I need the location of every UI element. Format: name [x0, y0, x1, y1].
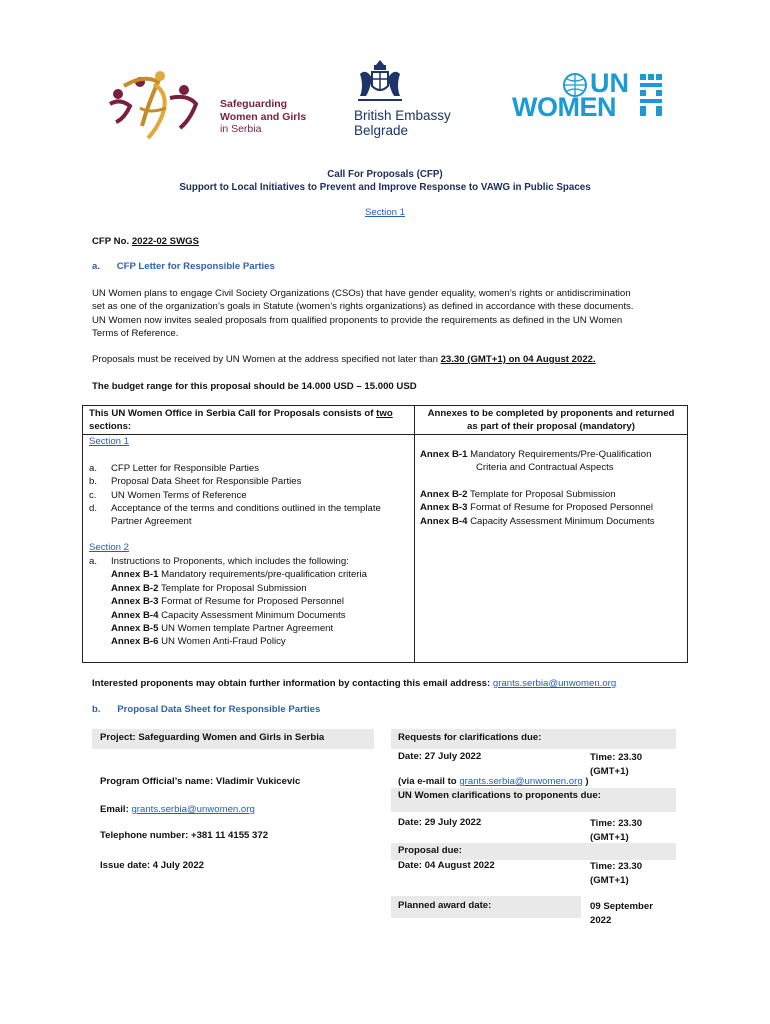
cfp-number-value: 2022-02 SWGS [131, 236, 200, 247]
deadline-paragraph: Proposals must be received by UN Women at the address specified not later than 23.30 (GMT+1) on 04 August 2022. [92, 354, 596, 365]
right-header: Annexes to be completed by proponents and returned as part of their proposal (mandatory) [427, 408, 675, 432]
british-embassy-logo [346, 58, 461, 142]
right-annex-list: Annex B-1 Mandatory Requirements/Pre-Qualification Criteria and Contractual Aspects Annex B-2 Template for Proposal Submission Annex B-3 Format of Resume for Proposed Personnel Annex B-4 Capacity Assessment Minimum Documents [420, 449, 655, 527]
issue-date: Issue date: 4 July 2022 [100, 860, 204, 871]
part-a-heading: a. CFP Letter for Responsible Parties [92, 261, 275, 272]
deadline-value: 23.30 (GMT+1) on 04 August 2022. [440, 354, 596, 365]
program-email-link[interactable]: grants.serbia@unwomen.org [131, 804, 255, 815]
clarification-requests-time: Time: 23.30 (GMT+1) [590, 752, 643, 777]
contact-email-link[interactable]: grants.serbia@unwomen.org [492, 678, 617, 689]
clarification-requests-date: Date: 27 July 2022 [398, 751, 482, 762]
equality-bars-icon [640, 74, 662, 118]
list-item: Annex B-4 Capacity Assessment Minimum Documents [111, 609, 346, 621]
proposal-due-label: Proposal due: [398, 845, 462, 856]
proposal-due-date: Date: 04 August 2022 [398, 860, 495, 871]
swgs-line2: Women and Girls [220, 110, 307, 123]
list-item: Annex B-2 Template for Proposal Submission [420, 488, 616, 500]
award-date-value: 09 September 2022 [590, 901, 653, 926]
intro-paragraph: UN Women plans to engage Civil Society Organizations (CSOs) that have gender equality, women’s rights or antidiscrimination set as one of the organization’s goals in Statute (women’s rights organizations) as defined in accordance with these documents. UN Women now invites sealed proposals from qualified proponents to provide the requirements as defined in the UN Women Terms of Reference. [92, 288, 634, 340]
table-section2-link[interactable]: Section 2 [89, 542, 130, 553]
clarification-email-link[interactable]: grants.serbia@unwomen.org [459, 776, 583, 787]
swgs-line3: in Serbia [220, 123, 262, 135]
section1-link[interactable]: Section 1 [364, 207, 405, 218]
proposal-due-time: Time: 23.30 (GMT+1) [590, 861, 643, 886]
list-item: Annex B-5 UN Women template Partner Agreement [111, 623, 334, 635]
royal-coat-of-arms-icon [350, 58, 410, 106]
un-clarifications-time: Time: 23.30 (GMT+1) [590, 818, 643, 843]
un-text: UN [590, 68, 629, 98]
embassy-line1: British Embassy [354, 108, 451, 123]
project-name: Project: Safeguarding Women and Girls in Serbia [100, 732, 325, 743]
list-item: Annex B-3 Format of Resume for Proposed Personnel [420, 502, 654, 514]
clarification-requests-label: Requests for clarifications due: [398, 732, 542, 743]
cfp-number: CFP No. 2022-02 SWGS [92, 236, 200, 247]
email-line: Email: grants.serbia@unwomen.org [100, 804, 255, 815]
award-date-label: Planned award date: [398, 900, 492, 911]
embassy-line2: Belgrade [354, 123, 409, 138]
list-item: Annex B-6 UN Women Anti-Fraud Policy [111, 636, 286, 648]
list-item: Annex B-1 Mandatory requirements/pre-qualification criteria [111, 569, 367, 581]
left-header: This UN Women Office in Serbia Call for Proposals consists of two sections: [89, 408, 393, 432]
dancing-figures-icon [104, 64, 214, 144]
swgs-line1: Safeguarding [220, 98, 288, 110]
telephone-line: Telephone number: +381 11 4155 372 [100, 830, 269, 841]
list-item: a. CFP Letter for Responsible Parties [89, 463, 260, 474]
clarification-via-email: (via e-mail to grants.serbia@unwomen.org ) [398, 776, 589, 787]
list-item: d. Acceptance of the terms and conditions outlined in the template [89, 502, 381, 514]
list-item: Annex B-4 Capacity Assessment Minimum Documents [420, 515, 655, 527]
part-b-heading: b. Proposal Data Sheet for Responsible Parties [92, 704, 321, 715]
section1-list: a. CFP Letter for Responsible Parties b. Proposal Data Sheet for Responsible Parties c. UN Women Terms of Reference d. Acceptance of the terms and conditions outlined in the template Partner Agreement [89, 463, 381, 528]
program-official: Program Official’s name: Vladimir Vukicevic [100, 776, 301, 787]
sections-table [82, 405, 688, 663]
women-text: WOMEN [512, 92, 616, 122]
un-clarifications-label: UN Women clarifications to proponents due: [398, 790, 601, 801]
title-line2: Support to Local Initiatives to Prevent and Improve Response to VAWG in Public Spaces [179, 182, 591, 193]
list-item: c. UN Women Terms of Reference [89, 489, 247, 501]
list-item: Annex B-3 Format of Resume for Proposed Personnel [111, 596, 345, 608]
list-item: Annex B-2 Template for Proposal Submission [111, 582, 307, 594]
table-section1-link[interactable]: Section 1 [89, 436, 130, 447]
un-women-logo [512, 68, 662, 122]
budget-line: The budget range for this proposal should be 14.000 USD – 15.000 USD [92, 381, 417, 392]
title-line1: Call For Proposals (CFP) [327, 169, 443, 180]
list-item: Annex B-1 Mandatory Requirements/Pre-Qualification [420, 449, 652, 460]
contact-line: Interested proponents may obtain further information by contacting this email address: grants.serbia@unwomen.org [92, 678, 617, 689]
safeguarding-logo [104, 64, 324, 144]
section2-list: a. Instructions to Proponents, which includes the following: Annex B-1 Mandatory requirements/pre-qualification criteria Annex B-2 Template for Proposal Submission Annex B-3 Format of Resume for Proposed Personnel Annex B-4 Capacity Assessment Minimum Documents Annex B-5 UN Women template Partner Agreement Annex B-6 UN Women Anti-Fraud Policy [89, 556, 367, 648]
list-item: b. Proposal Data Sheet for Responsible Parties [89, 476, 302, 488]
un-clarifications-date: Date: 29 July 2022 [398, 817, 482, 828]
